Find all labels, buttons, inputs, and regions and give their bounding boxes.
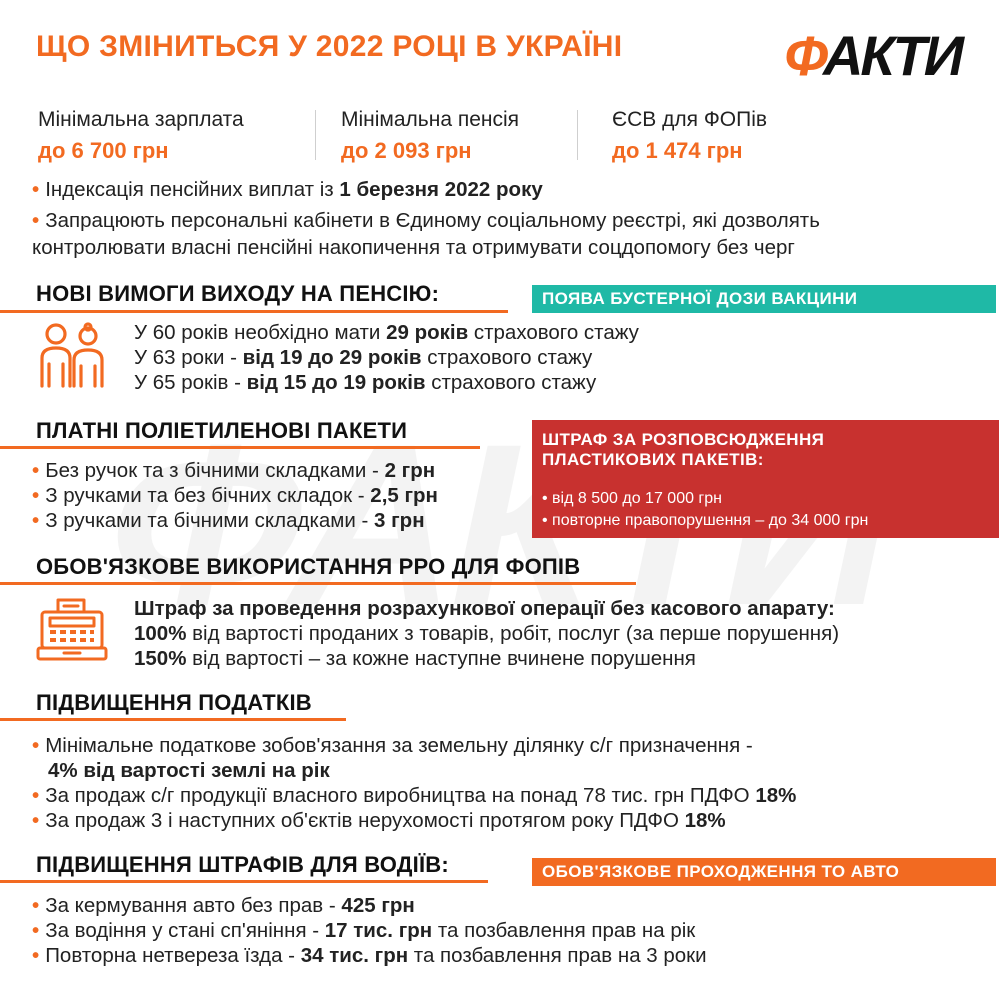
text-bold: 3 грн — [374, 509, 425, 532]
section-underline — [0, 582, 636, 585]
text: повторне правопорушення – до 34 000 грн — [552, 512, 869, 529]
fakty-logo — [784, 26, 961, 86]
bullet-dot: • — [542, 512, 553, 529]
text-bold: 150% — [134, 647, 187, 670]
section-title-bags: ПЛАТНІ ПОЛІЕТИЛЕНОВІ ПАКЕТИ — [36, 418, 408, 443]
drivers-item-1 — [32, 892, 415, 919]
pension-line-2 — [134, 345, 592, 370]
bags-item-1 — [32, 457, 435, 484]
bags-item-2 — [32, 482, 438, 509]
fine-box-title-1: ШТРАФ ЗА РОЗПОВСЮДЖЕННЯ — [542, 430, 825, 449]
text-bold: 100% — [134, 622, 187, 645]
text-bold: 18% — [684, 809, 726, 832]
text: За продаж с/г продукції власного виробництва на понад 78 тис. грн ПДФО — [45, 784, 756, 807]
pension-line-3 — [134, 370, 596, 395]
bullet-dot: • — [32, 209, 40, 232]
bullet-dot: • — [32, 784, 40, 807]
section-underline — [0, 880, 488, 883]
text: За продаж 3 і наступних об'єктів нерухомості протягом року ПДФО — [45, 809, 685, 832]
booster-banner: ПОЯВА БУСТЕРНОЇ ДОЗИ ВАКЦИНИ — [532, 285, 996, 313]
section-title-drivers: ПІДВИЩЕННЯ ШТРАФІВ ДЛЯ ВОДІЇВ: — [36, 852, 449, 877]
stat-value: до 2 093 грн — [341, 138, 472, 163]
text-bold: 1 березня 2022 року — [339, 178, 543, 201]
intro-bullet-2 — [32, 207, 820, 234]
text-bold: 18% — [755, 784, 797, 807]
text: від вартості проданих з товарів, робіт, послуг (за перше порушення) — [186, 622, 840, 645]
fine-box-title-2: ПЛАСТИКОВИХ ПАКЕТІВ: — [542, 450, 764, 469]
rro-headline: Штраф за проведення розрахункової операції без касового апарату: — [134, 597, 835, 620]
text-bold: від 19 до 29 років — [242, 346, 422, 369]
stat-min-salary — [38, 108, 244, 164]
section-underline — [0, 718, 346, 721]
text-bold: 425 грн — [341, 894, 415, 917]
tax-item-3 — [32, 807, 726, 834]
stat-label: ЄСВ для ФОПів — [612, 108, 768, 131]
stat-label: Мінімальна зарплата — [38, 108, 244, 131]
section-title-taxes: ПІДВИЩЕННЯ ПОДАТКІВ — [36, 690, 312, 715]
drivers-item-2 — [32, 917, 695, 944]
bullet-dot: • — [32, 734, 40, 757]
text: та позбавлення прав на 3 роки — [408, 944, 707, 967]
text: З ручками та без бічних складок - — [45, 484, 371, 507]
section-underline — [0, 310, 508, 313]
text-bold: 2,5 грн — [370, 484, 438, 507]
section-title-rro: ОБОВ'ЯЗКОВЕ ВИКОРИСТАННЯ РРО ДЛЯ ФОПІВ — [36, 554, 581, 579]
rro-line-1 — [134, 621, 839, 646]
text: та позбавлення прав на рік — [432, 919, 696, 942]
text: У 60 років необхідно мати — [134, 321, 387, 344]
text: У 65 років - — [134, 371, 247, 394]
elderly-couple-icon — [36, 320, 108, 392]
logo-accent-letter: Ф — [784, 24, 823, 87]
text-bold: 2 грн — [384, 459, 436, 482]
text: від 8 500 до 17 000 грн — [552, 490, 722, 507]
section-underline — [0, 446, 480, 449]
section-title-pension: НОВІ ВИМОГИ ВИХОДУ НА ПЕНСІЮ: — [36, 281, 440, 306]
intro-bullet-2-cont: контролювати власні пенсійні накопичення та отримувати соцдопомогу без черг — [32, 236, 795, 259]
fine-box-item-2 — [542, 510, 989, 532]
text: Повторна нетвереза їзда - — [45, 944, 301, 967]
divider — [315, 110, 316, 160]
intro-bullet-1 — [32, 176, 543, 203]
bullet-dot: • — [542, 490, 553, 507]
stat-value: до 1 474 грн — [612, 138, 743, 163]
stat-value: до 6 700 грн — [38, 138, 169, 163]
pension-line-1 — [134, 320, 639, 345]
text: У 63 роки - — [134, 346, 243, 369]
bullet-dot: • — [32, 178, 40, 201]
text-bold: від 15 до 19 років — [246, 371, 426, 394]
text-bold: 17 тис. грн — [324, 919, 433, 942]
text: Індексація пенсійних виплат із — [45, 178, 340, 201]
fine-box-item-1 — [542, 488, 989, 510]
text: За водіння у стані сп'яніння - — [45, 919, 325, 942]
text: Мінімальне податкове зобов'язання за земельну ділянку с/г призначення - — [45, 734, 753, 757]
drivers-item-3 — [32, 942, 707, 969]
stat-label: Мінімальна пенсія — [341, 108, 520, 131]
bullet-dot: • — [32, 919, 40, 942]
bullet-dot: • — [32, 509, 40, 532]
bags-item-3 — [32, 507, 425, 534]
text: Запрацюють персональні кабінети в Єдиному соціальному реєстрі, які дозволять — [45, 209, 820, 232]
text: З ручками та бічними складками - — [45, 509, 375, 532]
rro-line-2 — [134, 646, 696, 671]
page-title: ЩО ЗМІНИТЬСЯ У 2022 РОЦІ В УКРАЇНІ — [36, 30, 623, 63]
divider — [577, 110, 578, 160]
plastic-fine-box — [532, 420, 999, 538]
text: Без ручок та з бічними складками - — [45, 459, 385, 482]
tax-item-1-cont: 4% від вартості землі на рік — [48, 759, 330, 782]
text: страхового стажу — [468, 321, 639, 344]
bullet-dot: • — [32, 894, 40, 917]
tax-item-1 — [32, 732, 753, 759]
text-bold: 34 тис. грн — [300, 944, 409, 967]
stat-min-pension — [341, 108, 519, 164]
text: страхового стажу — [421, 346, 593, 369]
bullet-dot: • — [32, 944, 40, 967]
car-inspection-banner: ОБОВ'ЯЗКОВЕ ПРОХОДЖЕННЯ ТО АВТО — [532, 858, 996, 886]
tax-item-2 — [32, 782, 796, 809]
bullet-dot: • — [32, 484, 40, 507]
text: страхового стажу — [425, 371, 597, 394]
logo-rest: АКТИ — [822, 24, 961, 87]
stat-esv — [612, 108, 767, 164]
text-bold: 29 років — [386, 321, 469, 344]
cash-register-icon — [36, 596, 108, 662]
bullet-dot: • — [32, 459, 40, 482]
text: За кермування авто без прав - — [45, 894, 342, 917]
text: від вартості – за кожне наступне вчинене порушення — [186, 647, 696, 670]
bullet-dot: • — [32, 809, 40, 832]
